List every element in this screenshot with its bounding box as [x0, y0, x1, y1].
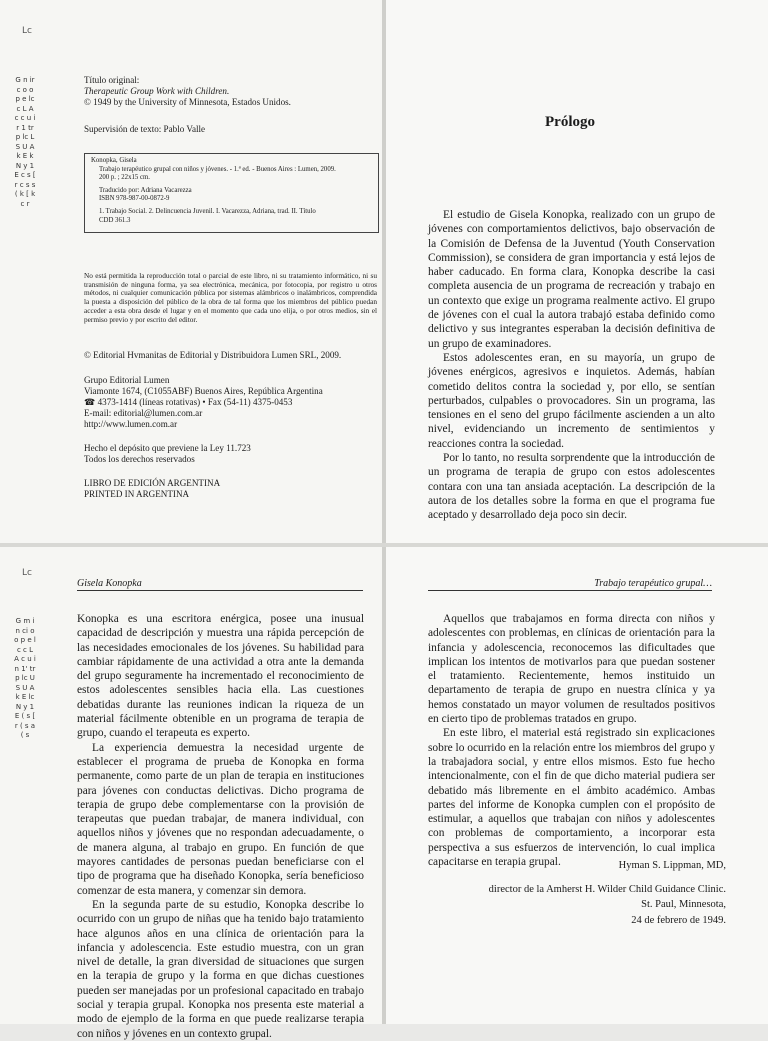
right-paragraph-2: En este libro, el material está registrado sin explicaciones sobre lo ocurrido en la relación entre los miembros del grupo y la trabajadora social, y entre ellos mismos. Esto fue hecho intencionalmente, con el fin de que dicho material pudiera ser debatido más libremente en el ámbito académico. Ambas partes del informe de Konopka cumplen con el propósito de estimular, a aquellos que trabajan con niños y adolescentes con problemas de comportamiento, a incorporar esta perspectiva a sus esfuerzos de intervención, lo cual implica capacitarse en terapia grupal. [428, 727, 715, 869]
catalog-pages: 200 p. ; 22x15 cm. [99, 174, 150, 182]
supervision-line: Supervisión de texto: Pablo Valle [84, 124, 206, 134]
catalog-author: Konopka, Gisela [91, 157, 137, 164]
catalog-text [85, 154, 378, 225]
catalog-entry: Trabajo terapéutico grupal con niños y jóvenes. - 1.ª ed. - Buenos Aires : Lumen, 2009. [99, 165, 336, 173]
margin-strip-top: G n ir c o o p e lc c L A c c u ir 1 tr p lc L S U A k E k N y 1 E c s [ r c s s ( k [ k c r [14, 76, 36, 208]
signature-block [489, 858, 726, 928]
prologue-body [428, 208, 715, 523]
prologue-paragraph-3: Por lo tanto, no resulta sorprendente que la introducción de un programa de terapia de grupo con estos adolescentes contara con una tan ansiada aceptación. La descripción de la autora de los detalles sobre la forma en que el programa fue aceptado y desarrollado deja poco sin decir. [428, 452, 715, 522]
signature-role: director de la Amherst H. Wilder Child Guidance Clinic. [488, 883, 726, 895]
catalog-cdd: CDD 361.3 [99, 216, 131, 224]
original-title: Therapeutic Group Work with Children. [84, 86, 230, 96]
corner-mark-top: Lc [22, 26, 32, 36]
left-paragraph-1: Konopka es una escritora enérgica, posee una inusual capacidad de descripción y muestra una rápida percepción de las necesidades emocionales de los jóvenes. Su habilidad para cambiar rápidamente de una actividad a otra ante la demanda del grupo seguramente ha incrementado el reconocimiento de estos adolescentes sensibles hacia ella. Las cuestiones debatidas durante las reuniones indican la riqueza de un material fácilmente obtenible en un programa de terapia de grupo, cuando el terapeuta es experto. [77, 613, 364, 740]
edition-line-2: PRINTED IN ARGENTINA [84, 489, 190, 499]
editorial-copyright: © Editorial Hvmanitas de Editorial y Distribuidora Lumen SRL, 2009. [84, 350, 342, 360]
rights-notice: No está permitida la reproducción total o parcial de este libro, ni su tratamiento informático, ni su transmisión de ninguna forma, ya sea electrónica, mecánica, por fotocopia, por registro u otros métodos, ni cualquier comunicación pública por sistemas alámbricos o inalámbricos, comprendida la puesta a disposición del público de la obra de tal forma que los miembros del público puedan acceder a esta obra desde el lugar y en el momento que cada uno elija, o por otros medios, sin el permiso previo y por escrito del editor. [84, 271, 377, 324]
book-gutter [382, 0, 386, 1024]
publisher-phone: ☎ 4373-1414 (líneas rotativas) • Fax (54-11) 4375-0453 [84, 397, 293, 407]
publisher-address: Viamonte 1674, (C1055ABF) Buenos Aires, República Argentina [84, 386, 323, 396]
right-page-body [428, 612, 715, 869]
catalog-subjects: 1. Trabajo Social. 2. Delincuencia Juvenil. I. Vacarezza, Adriana, trad. II. Título [99, 207, 316, 215]
catalog-box [84, 153, 379, 233]
catalog-translator: Traducido por: Adriana Vacarezza [99, 186, 192, 194]
publisher-name: Grupo Editorial Lumen [84, 375, 170, 385]
edition-block [84, 478, 379, 500]
copyright-line: © 1949 by the University of Minnesota, Estados Unidos. [84, 97, 291, 107]
edition-line-1: LIBRO DE EDICIÓN ARGENTINA [84, 478, 221, 488]
rights-reserved: Todos los derechos reservados [84, 454, 195, 464]
legal-deposit: Hecho el depósito que previene la Ley 11.723 [84, 443, 251, 453]
page-divider [0, 543, 768, 547]
prologue-paragraph-1: El estudio de Gisela Konopka, realizado con un grupo de jóvenes con comportamientos delictivos, bajo observación de la Comisión de Defensa de la Juventud (Youth Conservation Commission), se considera de gran importancia y está lejos de haber caducado. En forma clara, Konopka describe la casi completa ausencia de un programa de recreación y trabajo en un contexto que exige un programa realmente activo. El grupo de jóvenes con el cual la autora trabajó estaba definido como delictivo y sus integrantes esperaban la decisión definitiva de un grupo de examinadores. [428, 209, 715, 350]
left-paragraph-3: En la segunda parte de su estudio, Konopka describe lo ocurrido con un grupo de niñas que ha tenido bajo tratamiento hace algunos años en una clínica de orientación para la infancia y adolescencia. Este estudio muestra, con un gran nivel de detalle, la gran diversidad de situaciones que surgen en la terapia de grupo y la forma en que dichas cuestiones pueden ser manejadas por un profesional capacitado en trabajo social y terapia grupal. Konopka nos presenta este material a modo de ejemplo de la forma en que puede realizarse terapia con niños y jóvenes en un contexto grupal. [77, 898, 364, 1040]
margin-strip-bottom: G m in ci o o p e lc c L A c u in 1' tr p lc U S U A k E lc N y 1 E ( s [ r ( s a ( s [14, 617, 36, 739]
left-paragraph-2: La experiencia demuestra la necesidad urgente de establecer el programa de prueba de Konopka en forma permanente, como parte de un plan de terapia en instituciones para jóvenes con conductas delictivas. Dicho programa de terapia de grupo debe complementarse con la provisión de terapeutas que puedan trabajar, de manera individual, con aquellos niños y jóvenes que no respondan adecuadamente, o de manera alguna, al trabajo en grupo. En función de que mayores cantidades de personas puedan beneficiarse con el tipo de programa que ha diseñado Konopka, sería beneficioso comenzar de esta manera, y comenzar sin demora. [77, 741, 364, 897]
signature-city: St. Paul, Minnesota, [641, 899, 726, 910]
catalog-isbn: ISBN 978-987-00-0872-9 [99, 195, 170, 203]
corner-mark-bottom: Lc [22, 568, 32, 578]
publisher-email: E-mail: editorial@lumen.com.ar [84, 408, 203, 418]
signature-date: 24 de febrero de 1949. [631, 914, 726, 926]
running-head-right: Trabajo terapéutico grupal… [428, 578, 712, 591]
prologue-paragraph-2: Estos adolescentes eran, en su mayoría, un grupo de jóvenes enérgicos, agresivos e inquietos. Además, habían cometido delitos contra la sociedad y, por ello, se sentían perturbados, culpables o provocadores. Sin un programa, las tensiones en el seno del grupo fácilmente ascienden a un alto nivel, evidenciando un incremento de sentimientos y reacciones contra la sociedad. [428, 351, 715, 450]
original-title-label: Título original: [84, 75, 140, 85]
publisher-web: http://www.lumen.com.ar [84, 419, 178, 429]
publisher-block [84, 375, 379, 430]
original-title-block [84, 75, 379, 108]
running-head-left: Gisela Konopka [77, 578, 363, 591]
legal-block [84, 443, 379, 465]
right-paragraph-1: Aquellos que trabajamos en forma directa con niños y adolescentes con problemas, en clínicas de orientación para la infancia y adolescencia, reconocemos las dificultades que implican los intentos de motivarlos para que puedan sostener el tratamiento. Recientemente, hemos instituido un departamento de terapia de grupo en nuestra clínica y ya hemos constatado un mayor volumen de resultados positivos en cierto tipo de problemas tratados en grupo. [428, 613, 715, 726]
signature-name: Hyman S. Lippman, MD, [618, 860, 726, 871]
left-page-body [77, 612, 364, 1041]
prologue-title: Prólogo [545, 114, 595, 130]
